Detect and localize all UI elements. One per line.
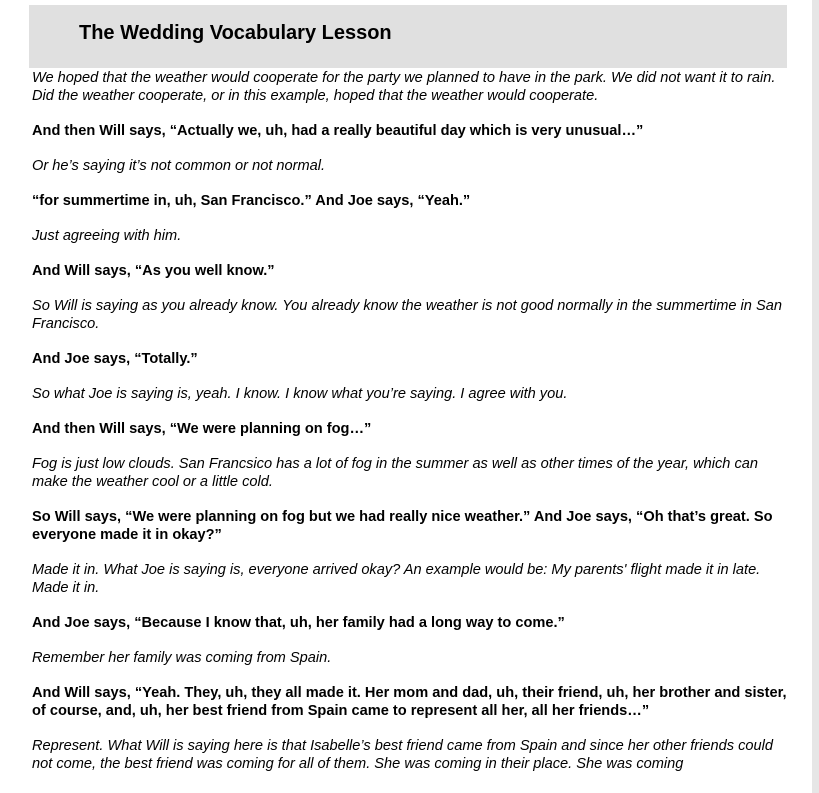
paragraph-narration: Just agreeing with him. — [32, 228, 182, 244]
title-banner — [29, 5, 787, 68]
paragraph-dialogue: “for summertime in, uh, San Francisco.” And Joe says, “Yeah.” — [32, 193, 471, 209]
paragraph-dialogue: And Joe says, “Totally.” — [32, 351, 198, 367]
paragraph-dialogue: And Will says, “As you well know.” — [32, 263, 275, 279]
paragraph-dialogue: And then Will says, “We were planning on fog…” — [32, 421, 372, 437]
paragraph-narration: So Will is saying as you already know. You already know the weather is not good normally in the summertime in San Francisco. — [32, 298, 782, 332]
paragraph-dialogue: So Will says, “We were planning on fog but we had really nice weather.” And Joe says, “Oh that’s great. So everyone made it in okay?” — [32, 509, 773, 543]
document-title: The Wedding Vocabulary Lesson — [79, 22, 392, 44]
document-body — [32, 69, 792, 790]
paragraph-narration: Made it in. What Joe is saying is, everyone arrived okay? An example would be: My parents' flight made it in late. Made it in. — [32, 562, 761, 596]
paragraph-narration: So what Joe is saying is, yeah. I know. I know what you’re saying. I agree with you. — [32, 386, 568, 402]
paragraph-dialogue: And Will says, “Yeah. They, uh, they all made it. Her mom and dad, uh, their friend, uh, her brother and sister, of course, and, uh, her best friend from Spain came to represent all her, all her friends…” — [32, 685, 787, 719]
paragraph-narration: Or he’s saying it’s not common or not normal. — [32, 158, 326, 174]
paragraph-narration: Remember her family was coming from Spain. — [32, 650, 332, 666]
paragraph-dialogue: And then Will says, “Actually we, uh, had a really beautiful day which is very unusual…” — [32, 123, 644, 139]
paragraph-narration: Fog is just low clouds. San Francsico has a lot of fog in the summer as well as other times of the year, which can make the weather cool or a little cold. — [32, 456, 758, 490]
paragraph-narration: We hoped that the weather would cooperate for the party we planned to have in the park. We did not want it to rain. Did the weather cooperate, or in this example, hoped that the weather would cooperate. — [32, 70, 776, 104]
page-edge — [812, 0, 819, 793]
paragraph-narration: Represent. What Will is saying here is that Isabelle’s best friend came from Spain and since her other friends could not come, the best friend was coming for all of them. She was coming in their place. She was coming — [32, 738, 774, 772]
paragraph-dialogue: And Joe says, “Because I know that, uh, her family had a long way to come.” — [32, 615, 565, 631]
